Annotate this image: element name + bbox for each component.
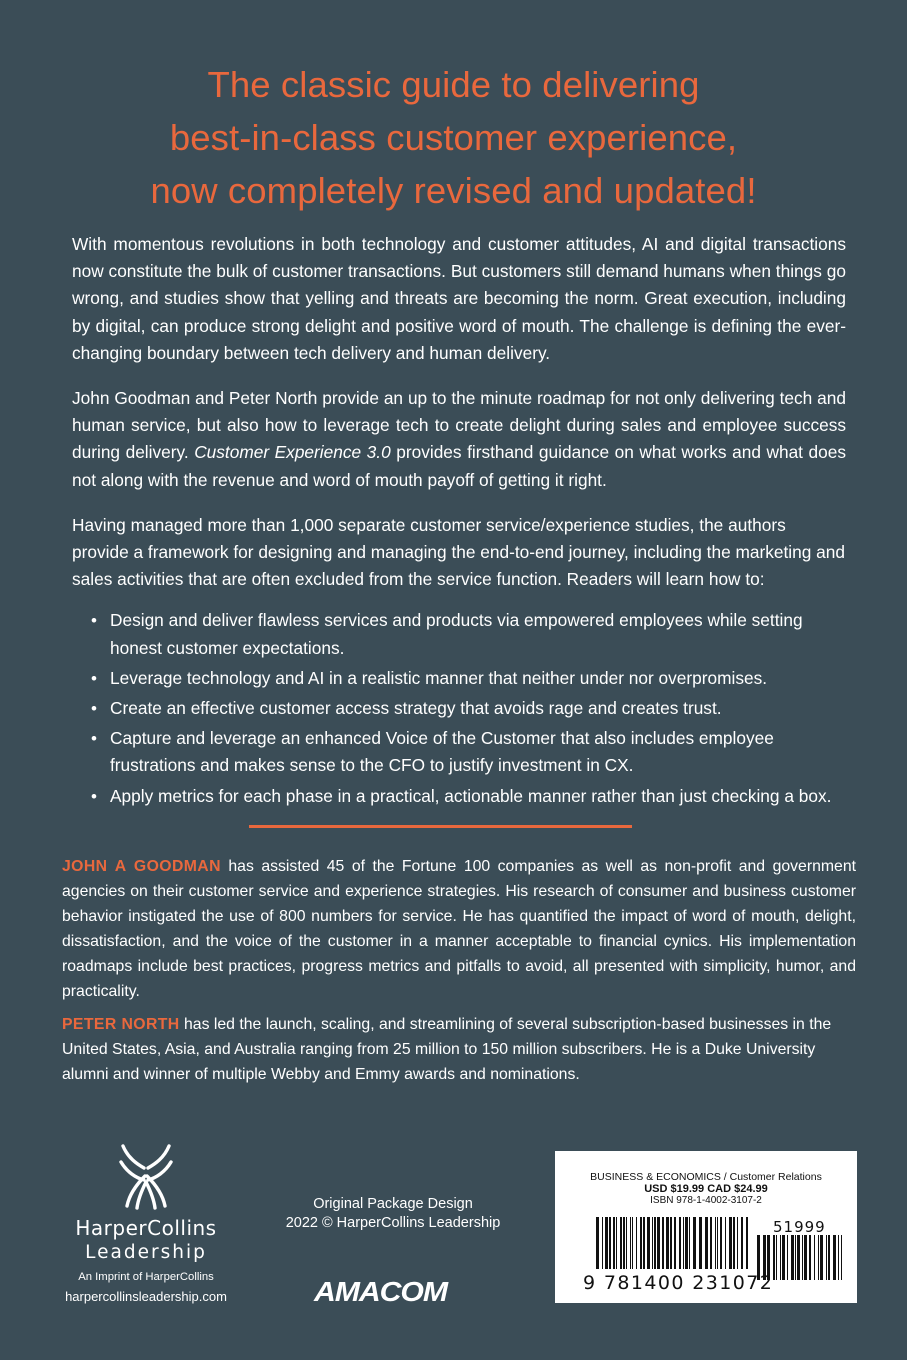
bullet-icon: • — [91, 611, 97, 631]
barcode-bar — [689, 1217, 690, 1269]
barcode-bar — [657, 1217, 660, 1269]
barcode-bar — [773, 1235, 775, 1280]
barcode-bar — [683, 1217, 684, 1269]
isbn-barcode-icon — [596, 1217, 751, 1280]
author-bios — [62, 854, 856, 1095]
barcode-bar — [804, 1235, 807, 1280]
list-item-text: Capture and leverage an enhanced Voice of the Customer that also includes employee frustrations and makes sense to the CFO to justify investment in CX. — [110, 728, 774, 776]
barcode-bar — [620, 1217, 622, 1269]
barcode-bar — [814, 1235, 815, 1280]
author-name-north: PETER NORTH — [62, 1016, 180, 1033]
barcode-bar — [632, 1217, 633, 1269]
headline-line-1: The classic guide to delivering — [207, 64, 700, 105]
headline-line-2: best-in-class customer experience, — [169, 117, 738, 158]
barcode-bar — [733, 1217, 735, 1269]
barcode-bar — [780, 1235, 781, 1280]
barcode-bar — [605, 1217, 608, 1269]
barcode-bar — [791, 1235, 794, 1280]
publisher-logo — [48, 1142, 244, 1304]
bullet-icon: • — [91, 699, 97, 719]
headline-line-3: now completely revised and updated! — [150, 170, 757, 211]
barcode-bar — [741, 1217, 743, 1269]
barcode-bar — [616, 1217, 617, 1269]
list-item — [72, 665, 846, 692]
barcode-bar — [705, 1217, 708, 1269]
section-divider — [249, 825, 632, 828]
barcode-bar — [715, 1217, 716, 1269]
package-credit-line-1: Original Package Design — [313, 1196, 473, 1212]
description — [72, 231, 846, 813]
author-name-goodman: JOHN A GOODMAN — [62, 858, 221, 875]
barcode-bar — [654, 1217, 656, 1269]
barcode-bar — [662, 1217, 664, 1269]
publisher-url: harpercollinsleadership.com — [65, 1289, 227, 1304]
list-item — [72, 695, 846, 722]
barcode-bar — [820, 1235, 823, 1280]
brand-name: HarperCollins — [75, 1216, 217, 1240]
barcode-bar — [647, 1217, 650, 1269]
bio-north-text: has led the launch, scaling, and streamlining of several subscription-based businesses in the United States, Asia, and Australia ranging from 25 million to 150 million subscribers. He is a Duke University alumni and winner of multiple Webby and Emmy awards and nominations. — [62, 1016, 832, 1083]
list-item — [72, 725, 846, 779]
package-credit — [270, 1195, 516, 1232]
barcode-bar — [795, 1235, 796, 1280]
description-paragraph-3: Having managed more than 1,000 separate customer service/experience studies, the authors provide a framework for designing and managing the end-to-end journey, including the marketing and sales activities that are often excluded from the service function. Readers will learn how to: — [72, 514, 846, 590]
barcode-meta — [555, 1171, 857, 1207]
list-item-text: Create an effective customer access strategy that avoids rage and creates trust. — [110, 698, 722, 719]
price-label: USD $19.99 CAD $24.99 — [644, 1183, 768, 1195]
barcode-bar — [685, 1217, 688, 1269]
subject-category: BUSINESS & ECONOMICS / Customer Relations — [590, 1171, 822, 1183]
amacom-logo: AMACOM — [314, 1276, 447, 1307]
barcode-bar — [670, 1217, 672, 1269]
barcode-bar — [613, 1217, 615, 1269]
barcode-bar — [596, 1217, 599, 1269]
barcode-bar — [746, 1217, 748, 1269]
barcode-bar — [787, 1235, 788, 1280]
list-item — [72, 607, 846, 661]
barcode-bar — [699, 1217, 702, 1269]
barcode-bar — [609, 1217, 611, 1269]
barcode-bar — [782, 1235, 785, 1280]
barcode-bar — [679, 1217, 681, 1269]
barcode-bar — [717, 1217, 718, 1269]
headline — [0, 58, 907, 217]
barcode-bar — [828, 1235, 830, 1280]
list-item — [72, 783, 846, 810]
barcode-bar — [602, 1217, 603, 1269]
barcode-bar — [636, 1217, 637, 1269]
barcode-bar — [826, 1235, 827, 1280]
barcode-bar — [776, 1235, 777, 1280]
barcode-bar — [729, 1217, 732, 1269]
bullet-icon: • — [91, 668, 97, 688]
barcode-bar — [737, 1217, 738, 1269]
barcode-bar — [833, 1235, 836, 1280]
description-paragraph-1: With momentous revolutions in both technology and customer attitudes, AI and digital transactions now constitute the bulk of customer transactions. But customers still demand humans when things go wrong, and studies show that yelling and threats are becoming the norm. Great execution, including by digital, can produce strong delight and positive word of mouth. The challenge is defining the ever-changing boundary between tech delivery and human delivery. — [72, 234, 846, 363]
barcode-bar — [674, 1217, 676, 1269]
brand-subname: Leadership — [85, 1242, 207, 1263]
description-paragraph-2 — [72, 385, 846, 494]
flame-logo-icon — [115, 1142, 177, 1210]
bio-goodman-text: has assisted 45 of the Fortune 100 companies as well as non-profit and government agencies on their customer service and experience strategies. His research of consumer and business customer behavior instigated the use of 800 numbers for service. He has quantified the impact of word of mouth, delight, dissatisfaction, and the voice of the customer in a manner acceptable to financial cynics. His implementation roadmaps include best practices, progress metrics and pitfalls to avoid, all presented with simplicity, humor, and practicality. — [62, 858, 856, 1000]
package-credit-line-2: 2022 © HarperCollins Leadership — [285, 1214, 501, 1231]
bio-north — [62, 1012, 856, 1087]
bullet-icon: • — [91, 786, 97, 806]
barcode-bar — [720, 1217, 722, 1269]
barcode-bar — [623, 1217, 625, 1269]
barcode-bar — [693, 1217, 696, 1269]
barcode-bar — [640, 1217, 642, 1269]
barcode-bar — [630, 1217, 631, 1269]
barcode-bar — [838, 1235, 839, 1280]
bullet-icon: • — [91, 729, 97, 749]
price-code: 51999 — [773, 1218, 826, 1236]
barcode-bar — [643, 1217, 645, 1269]
list-item-text: Apply metrics for each phase in a practical, actionable manner rather than just checking a box. — [110, 785, 832, 806]
barcode-bar — [652, 1217, 653, 1269]
barcode-bar — [666, 1217, 669, 1269]
barcode-bar — [802, 1235, 803, 1280]
paragraph-2-text-a: John Goodman and Peter North provide an up to the minute roadmap for not only delivering tech and human service, but also how to leverage tech to create delight during sales and employee success during delivery. — [72, 388, 846, 463]
barcode-bar — [818, 1235, 819, 1280]
barcode-panel — [555, 1151, 857, 1303]
list-item-text: Design and deliver flawless services and products via empowered employees while setting honest customer expectations. — [110, 610, 803, 658]
isbn-label: ISBN 978-1-4002-3107-2 — [650, 1195, 762, 1206]
barcode-bar — [710, 1217, 712, 1269]
barcode-bar — [809, 1235, 811, 1280]
barcode-digits: 9 781400 231072 — [583, 1272, 774, 1294]
imprint-note: An Imprint of HarperCollins — [78, 1271, 214, 1283]
barcode-bar — [725, 1217, 726, 1269]
book-title: Customer Experience 3.0 — [194, 442, 391, 463]
barcode-bar — [797, 1235, 800, 1280]
learning-points-list — [72, 607, 846, 809]
list-item-text: Leverage technology and AI in a realistic manner that neither under nor overpromises. — [110, 667, 768, 688]
barcode-bar — [626, 1217, 627, 1269]
paragraph-2-text-b: provides firsthand guidance on what works and what does not along with the revenue and word of mouth payoff of getting it right. — [72, 442, 846, 490]
bio-goodman — [62, 854, 856, 1004]
barcode-bar — [841, 1235, 842, 1280]
